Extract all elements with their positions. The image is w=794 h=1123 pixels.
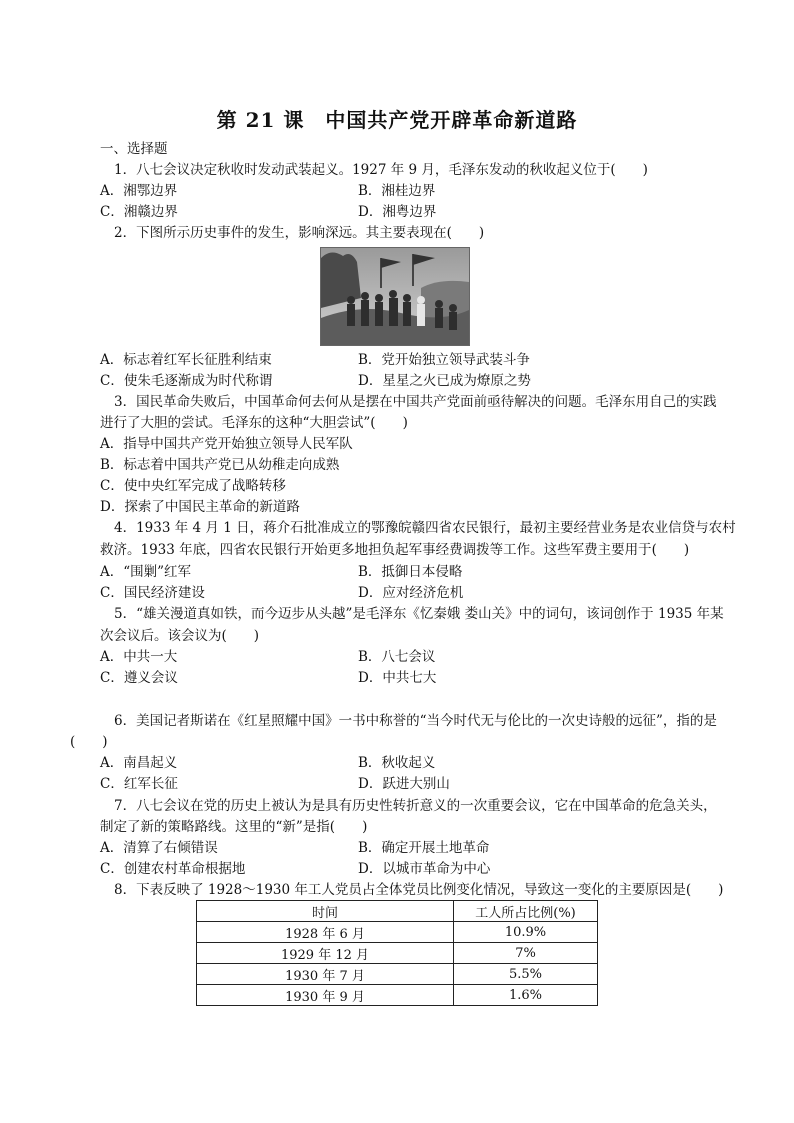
q3-stem-line2: 进行了大胆的尝试。毛泽东的这种“大胆尝试”( ) bbox=[100, 415, 408, 431]
q4-stem-line1: 4．1933 年 4 月 1 日，蒋介石批准成立的鄂豫皖赣四省农民银行，最初主要经营业务是农业信贷与农村 bbox=[114, 520, 736, 536]
q5-option-c: C．遵义会议 bbox=[100, 670, 178, 686]
table-cell-date: 1930 年 9 月 bbox=[197, 985, 454, 1006]
q2-option-d: D．星星之火已成为燎原之势 bbox=[358, 373, 531, 389]
q6-stem-line1: 6．美国记者斯诺在《红星照耀中国》一书中称誉的“当今时代无与伦比的一次史诗般的远征”，指的是 bbox=[114, 713, 717, 729]
table-row bbox=[197, 922, 598, 943]
q5-option-a: A．中共一大 bbox=[100, 649, 178, 665]
historical-painting-image bbox=[320, 247, 470, 346]
table-header-row bbox=[197, 901, 598, 922]
table-cell-date: 1929 年 12 月 bbox=[197, 943, 454, 964]
q3-option-d: D．探索了中国民主革命的新道路 bbox=[100, 499, 300, 515]
q1-option-d: D．湘粤边界 bbox=[358, 204, 437, 220]
q2-option-b: B．党开始独立领导武装斗争 bbox=[358, 352, 530, 368]
q5-stem-line2: 次会议后。该会议为( ) bbox=[100, 628, 260, 644]
worker-ratio-table bbox=[196, 900, 598, 1006]
q7-option-a: A．清算了右倾错误 bbox=[100, 840, 218, 856]
q3-stem-line1: 3．国民革命失败后，中国革命何去何从是摆在中国共产党面前亟待解决的问题。毛泽东用自己的实践 bbox=[114, 394, 717, 410]
table-row bbox=[197, 985, 598, 1006]
q1-option-c: C．湘赣边界 bbox=[100, 204, 178, 220]
q4-option-c: C．国民经济建设 bbox=[100, 585, 205, 601]
q5-option-b: B．八七会议 bbox=[358, 649, 436, 665]
q1-option-a: A．湘鄂边界 bbox=[100, 183, 178, 199]
q7-option-b: B．确定开展土地革命 bbox=[358, 840, 490, 856]
q4-option-d: D．应对经济危机 bbox=[358, 585, 464, 601]
q2-option-a: A．标志着红军长征胜利结束 bbox=[100, 352, 272, 368]
q3-option-b: B．标志着中国共产党已从幼稚走向成熟 bbox=[100, 457, 340, 473]
q3-option-c: C．使中央红军完成了战略转移 bbox=[100, 478, 286, 494]
q7-option-d: D．以城市革命为中心 bbox=[358, 861, 491, 877]
table-cell-date: 1928 年 6 月 bbox=[197, 922, 454, 943]
q4-option-a: A．“围剿”红军 bbox=[100, 564, 192, 580]
table-header-cell: 时间 bbox=[197, 901, 454, 922]
q7-stem-line2: 制定了新的策略路线。这里的“新”是指( ) bbox=[100, 819, 368, 835]
table-cell-ratio: 1.6% bbox=[454, 985, 598, 1006]
q6-option-a: A．南昌起义 bbox=[100, 755, 178, 771]
table-cell-ratio: 5.5% bbox=[454, 964, 598, 985]
q3-option-a: A．指导中国共产党开始独立领导人民军队 bbox=[100, 436, 353, 452]
q7-option-c: C．创建农村革命根据地 bbox=[100, 861, 246, 877]
table-row bbox=[197, 943, 598, 964]
q5-stem-line1: 5．“雄关漫道真如铁，而今迈步从头越”是毛泽东《忆秦娥 娄山关》中的词句，该词创作于 1935 年某 bbox=[114, 606, 724, 622]
section-heading: 一、选择题 bbox=[100, 141, 168, 157]
q2-stem: 2．下图所示历史事件的发生，影响深远。其主要表现在( ) bbox=[114, 225, 485, 241]
q8-stem: 8．下表反映了 1928～1930 年工人党员占全体党员比例变化情况，导致这一变化的主要原因是( ) bbox=[114, 882, 724, 898]
table-header-cell: 工人所占比例(%) bbox=[454, 901, 598, 922]
page-title: 第 21 课 中国共产党开辟革命新道路 bbox=[216, 108, 578, 132]
q7-stem-line1: 7．八七会议在党的历史上被认为是具有历史性转折意义的一次重要会议，它在中国革命的危急关头， bbox=[114, 798, 717, 814]
table-row bbox=[197, 964, 598, 985]
q6-stem-line2: ( ) bbox=[70, 734, 108, 750]
q6-option-b: B．秋收起义 bbox=[358, 755, 436, 771]
q1-stem: 1．八七会议决定秋收时发动武装起义。1927 年 9 月，毛泽东发动的秋收起义位于( ) bbox=[114, 162, 648, 178]
q6-option-c: C．红军长征 bbox=[100, 776, 178, 792]
q1-option-b: B．湘桂边界 bbox=[358, 183, 436, 199]
table-cell-date: 1930 年 7 月 bbox=[197, 964, 454, 985]
q4-stem-line2: 救济。1933 年底，四省农民银行开始更多地担负起军事经费调拨等工作。这些军费主要用于( ) bbox=[100, 542, 690, 558]
q4-option-b: B．抵御日本侵略 bbox=[358, 564, 463, 580]
q6-option-d: D．跃进大别山 bbox=[358, 776, 450, 792]
q5-option-d: D．中共七大 bbox=[358, 670, 437, 686]
q2-option-c: C．使朱毛逐渐成为时代称谓 bbox=[100, 373, 273, 389]
painting-illustration bbox=[321, 248, 469, 345]
table-cell-ratio: 7% bbox=[454, 943, 598, 964]
table-cell-ratio: 10.9% bbox=[454, 922, 598, 943]
